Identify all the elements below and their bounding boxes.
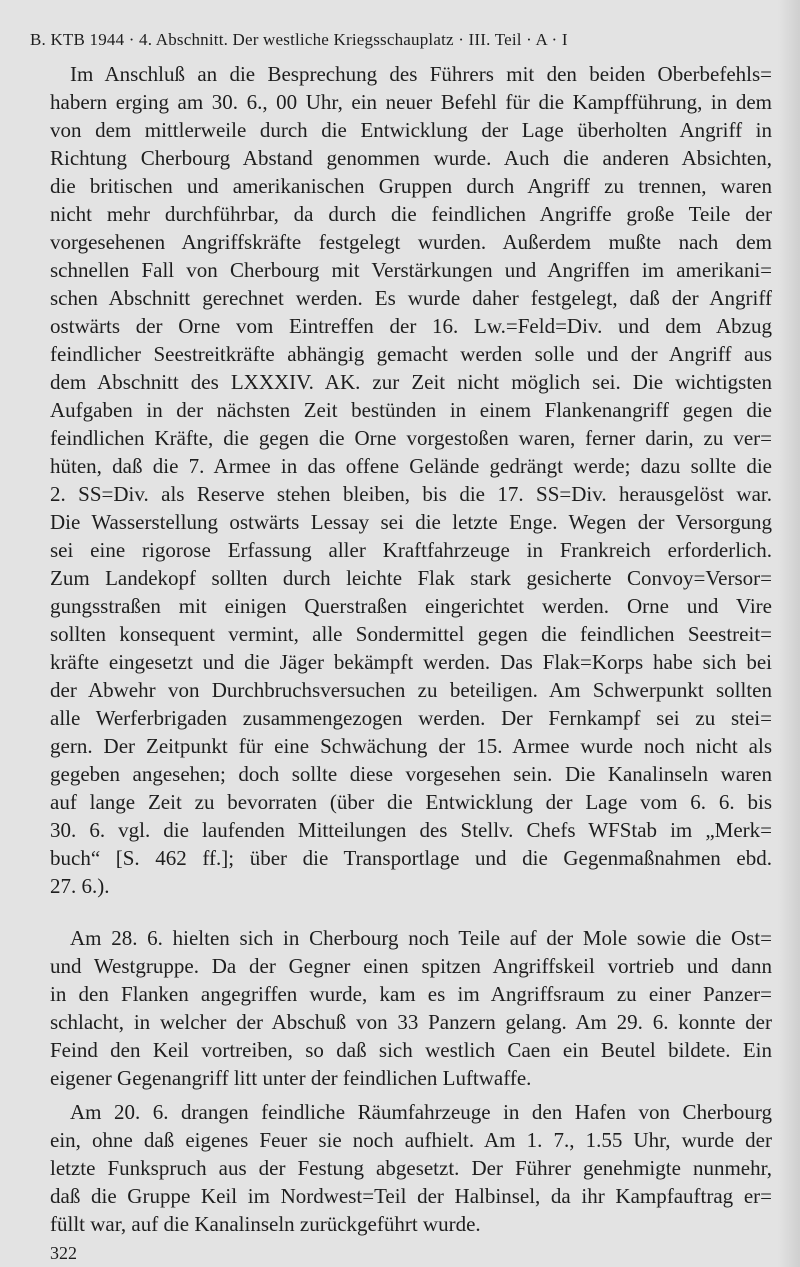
- text-line: gungsstraßen mit einigen Querstraßen eingerichtet werden. Orne und Vire: [50, 594, 772, 618]
- paragraph-2: [50, 924, 772, 1092]
- text-line: Am 28. 6. hielten sich in Cherbourg noch Teile auf der Mole sowie die Ost=: [70, 926, 772, 950]
- text-line: Zum Landekopf sollten durch leichte Flak stark gesicherte Convoy=Versor=: [50, 566, 772, 590]
- text-line: Die Wasserstellung ostwärts Lessay sei die letzte Enge. Wegen der Versorgung: [50, 510, 772, 534]
- text-line: die britischen und amerikanischen Gruppen durch Angriff zu trennen, waren: [50, 174, 772, 198]
- page-number: 322: [50, 1243, 77, 1263]
- text-line: schen Abschnitt gerechnet werden. Es wurde daher festgelegt, daß der Angriff: [50, 286, 772, 310]
- text-line: schnellen Fall von Cherbourg mit Verstärkungen und Angriffen im amerikani=: [50, 258, 772, 282]
- text-line: auf lange Zeit zu bevorraten (über die Entwicklung der Lage vom 6. 6. bis: [50, 790, 772, 814]
- page-edge-shadow: [778, 0, 800, 1267]
- text-line: schlacht, in welcher der Abschuß von 33 Panzern gelang. Am 29. 6. konnte der: [50, 1010, 772, 1034]
- text-line: daß die Gruppe Keil im Nordwest=Teil der Halbinsel, da ihr Kampfauftrag er=: [50, 1184, 772, 1208]
- text-line: Richtung Cherbourg Abstand genommen wurde. Auch die anderen Absichten,: [50, 146, 772, 170]
- text-line: 30. 6. vgl. die laufenden Mitteilungen des Stellv. Chefs WFStab im „Merk=: [50, 818, 772, 842]
- text-line: gern. Der Zeitpunkt für eine Schwächung der 15. Armee wurde noch nicht als: [50, 734, 772, 758]
- text-line: Im Anschluß an die Besprechung des Führers mit den beiden Oberbefehls=: [70, 62, 772, 86]
- paragraph-1: [50, 60, 772, 900]
- text-line: füllt war, auf die Kanalinseln zurückgeführt wurde.: [50, 1212, 481, 1236]
- text-line: sollten konsequent vermint, alle Sondermittel gegen die feindlichen Seestreit=: [50, 622, 772, 646]
- text-line: Feind den Keil vortreiben, so daß sich westlich Caen ein Beutel bildete. Ein: [50, 1038, 772, 1062]
- text-line: kräfte eingesetzt und die Jäger bekämpft werden. Das Flak=Korps habe sich bei: [50, 650, 772, 674]
- text-line: 2. SS=Div. als Reserve stehen bleiben, bis die 17. SS=Div. herausgelöst war.: [50, 482, 772, 506]
- text-line: buch“ [S. 462 ff.]; über die Transportlage und die Gegenmaßnahmen ebd.: [50, 846, 772, 870]
- text-line: 27. 6.).: [50, 874, 110, 898]
- text-line: feindlicher Seestreitkräfte abhängig gemacht werden solle und der Angriff aus: [50, 342, 772, 366]
- text-line: feindlichen Kräfte, die gegen die Orne vorgestoßen waren, ferner darin, zu ver=: [50, 426, 772, 450]
- text-line: habern erging am 30. 6., 00 Uhr, ein neuer Befehl für die Kampfführung, in dem: [50, 90, 772, 114]
- text-line: in den Flanken angegriffen wurde, kam es im Angriffsraum zu einer Panzer=: [50, 982, 772, 1006]
- text-line: Am 20. 6. drangen feindliche Räumfahrzeuge in den Hafen von Cherbourg: [70, 1100, 772, 1124]
- text-line: letzte Funkspruch aus der Festung abgesetzt. Der Führer genehmigte nunmehr,: [50, 1156, 772, 1180]
- text-line: eigener Gegenangriff litt unter der feindlichen Luftwaffe.: [50, 1066, 532, 1090]
- text-line: sei eine rigorose Erfassung aller Kraftfahrzeuge in Frankreich erforderlich.: [50, 538, 772, 562]
- text-line: ostwärts der Orne vom Eintreffen der 16. Lw.=Feld=Div. und dem Abzug: [50, 314, 772, 338]
- text-line: Aufgaben in der nächsten Zeit bestünden in einem Flankenangriff gegen die: [50, 398, 772, 422]
- text-line: gegeben angesehen; doch sollte diese vorgesehen sein. Die Kanalinseln waren: [50, 762, 772, 786]
- text-line: und Westgruppe. Da der Gegner einen spitzen Angriffskeil vortrieb und dann: [50, 954, 772, 978]
- text-line: dem Abschnitt des LXXXIV. AK. zur Zeit nicht möglich sei. Die wichtigsten: [50, 370, 772, 394]
- text-line: von dem mittlerweile durch die Entwicklung der Lage überholten Angriff in: [50, 118, 772, 142]
- text-line: vorgesehenen Angriffskräfte festgelegt wurden. Außerdem mußte nach dem: [50, 230, 772, 254]
- text-line: nicht mehr durchführbar, da durch die feindlichen Angriffe große Teile der: [50, 202, 772, 226]
- text-line: der Abwehr von Durchbruchsversuchen zu beteiligen. Am Schwerpunkt sollten: [50, 678, 772, 702]
- paragraph-3: [50, 1098, 772, 1238]
- text-line: hüten, daß die 7. Armee in das offene Gelände gedrängt werde; dazu sollte die: [50, 454, 772, 478]
- running-header: B. KTB 1944 · 4. Abschnitt. Der westliche Kriegsschauplatz · III. Teil · A · I: [30, 30, 568, 49]
- text-line: alle Werferbrigaden zusammengezogen werden. Der Fernkampf sei zu stei=: [50, 706, 772, 730]
- text-line: ein, ohne daß eigenes Feuer sie noch aufhielt. Am 1. 7., 1.55 Uhr, wurde der: [50, 1128, 772, 1152]
